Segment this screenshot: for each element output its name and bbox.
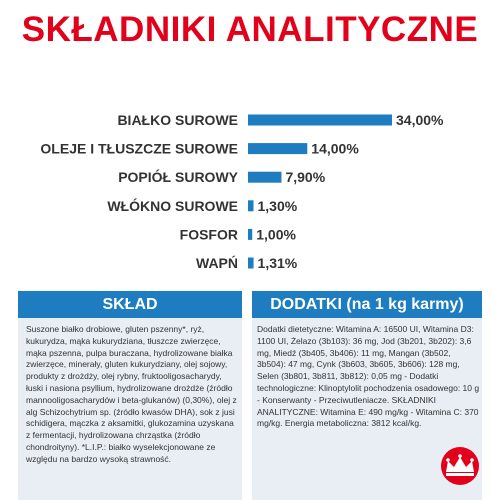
value-label: 1,30%	[257, 197, 298, 214]
category-label: FOSFOR	[179, 226, 238, 243]
bar	[248, 172, 281, 183]
category-label: BIAŁKO SUROWE	[117, 112, 238, 128]
sklad-panel	[18, 318, 242, 500]
value-label: 7,90%	[285, 169, 326, 186]
dodatki-text: Dodatki dietetyczne: Witamina A: 16500 UI, Witamina D3: 1100 UI, Żelazo (3b103): 36 mg, Jod (3b201, 3b202): 3,6 mg, Miedź (3b405, 3b406): 11 mg, Mangan (3b502, 3b504): 47 mg, Cynk (3b603, 3b605, 3b606): 128 mg, Selen (3b801, 3b811, 3b812): 0,05 mg - Dodatki technologiczne: Klinoptylolit pochodzenia osadowego: 10 g - Konserwanty - Przeciwutleniacze. SKŁADNIKI ANALITYCZNE: Witamina E: 490 mg/kg - Witamina C: 370 mg/kg. Energia metaboliczna: 3812 kcal/kg.	[257, 324, 480, 429]
sklad-header: SKŁAD	[18, 291, 242, 318]
royal-canin-crown-icon	[430, 444, 490, 492]
category-label: POPIÓŁ SUROWY	[118, 169, 238, 186]
value-label: 14,00%	[311, 140, 359, 157]
bar	[248, 143, 307, 154]
bar	[248, 258, 254, 269]
sklad-text: Suszone białko drobiowe, gluten pszenny*, ryż, kukurydza, mąka kukurydziana, tłuszcze zwierzęce, mąka pszenna, pulpa buraczana, hydrolizowane białka zwierzęce, minerały, gluten kukurydziany, olej sojowy, produkty z drożdży, olej rybny, fruktooligosacharydy, łuski i nasiona psyllium, hydrolizowane drożdże (źródło mannooligosacharydów i beta-glukanów) (0,30%), olej z alg Schizochytrium sp. (źródło kwasów DHA), sok z jusi schidigera, mączka z aksamitki, glukozamina uzyskana z fermentacji, hydrolizowana chrząstka (źródło chondroityny). *L.I.P.: białko wyselekcjonowane ze względu na bardzo wysoką strawność.	[26, 324, 237, 464]
analytical-bar-chart	[0, 100, 500, 275]
value-label: 1,00%	[256, 226, 296, 243]
bar	[248, 200, 254, 211]
category-label: WAPŃ	[196, 255, 238, 271]
page-title: SKŁADNIKI ANALITYCZNE	[21, 10, 479, 49]
category-label: OLEJE I TŁUSZCZE SUROWE	[40, 140, 238, 157]
dodatki-header: DODATKI (na 1 kg karmy)	[252, 291, 482, 318]
value-label: 1,31%	[257, 255, 298, 271]
value-label: 34,00%	[396, 112, 444, 128]
bar	[248, 115, 392, 126]
bar	[248, 229, 252, 240]
category-label: WŁÓKNO SUROWE	[107, 197, 238, 214]
